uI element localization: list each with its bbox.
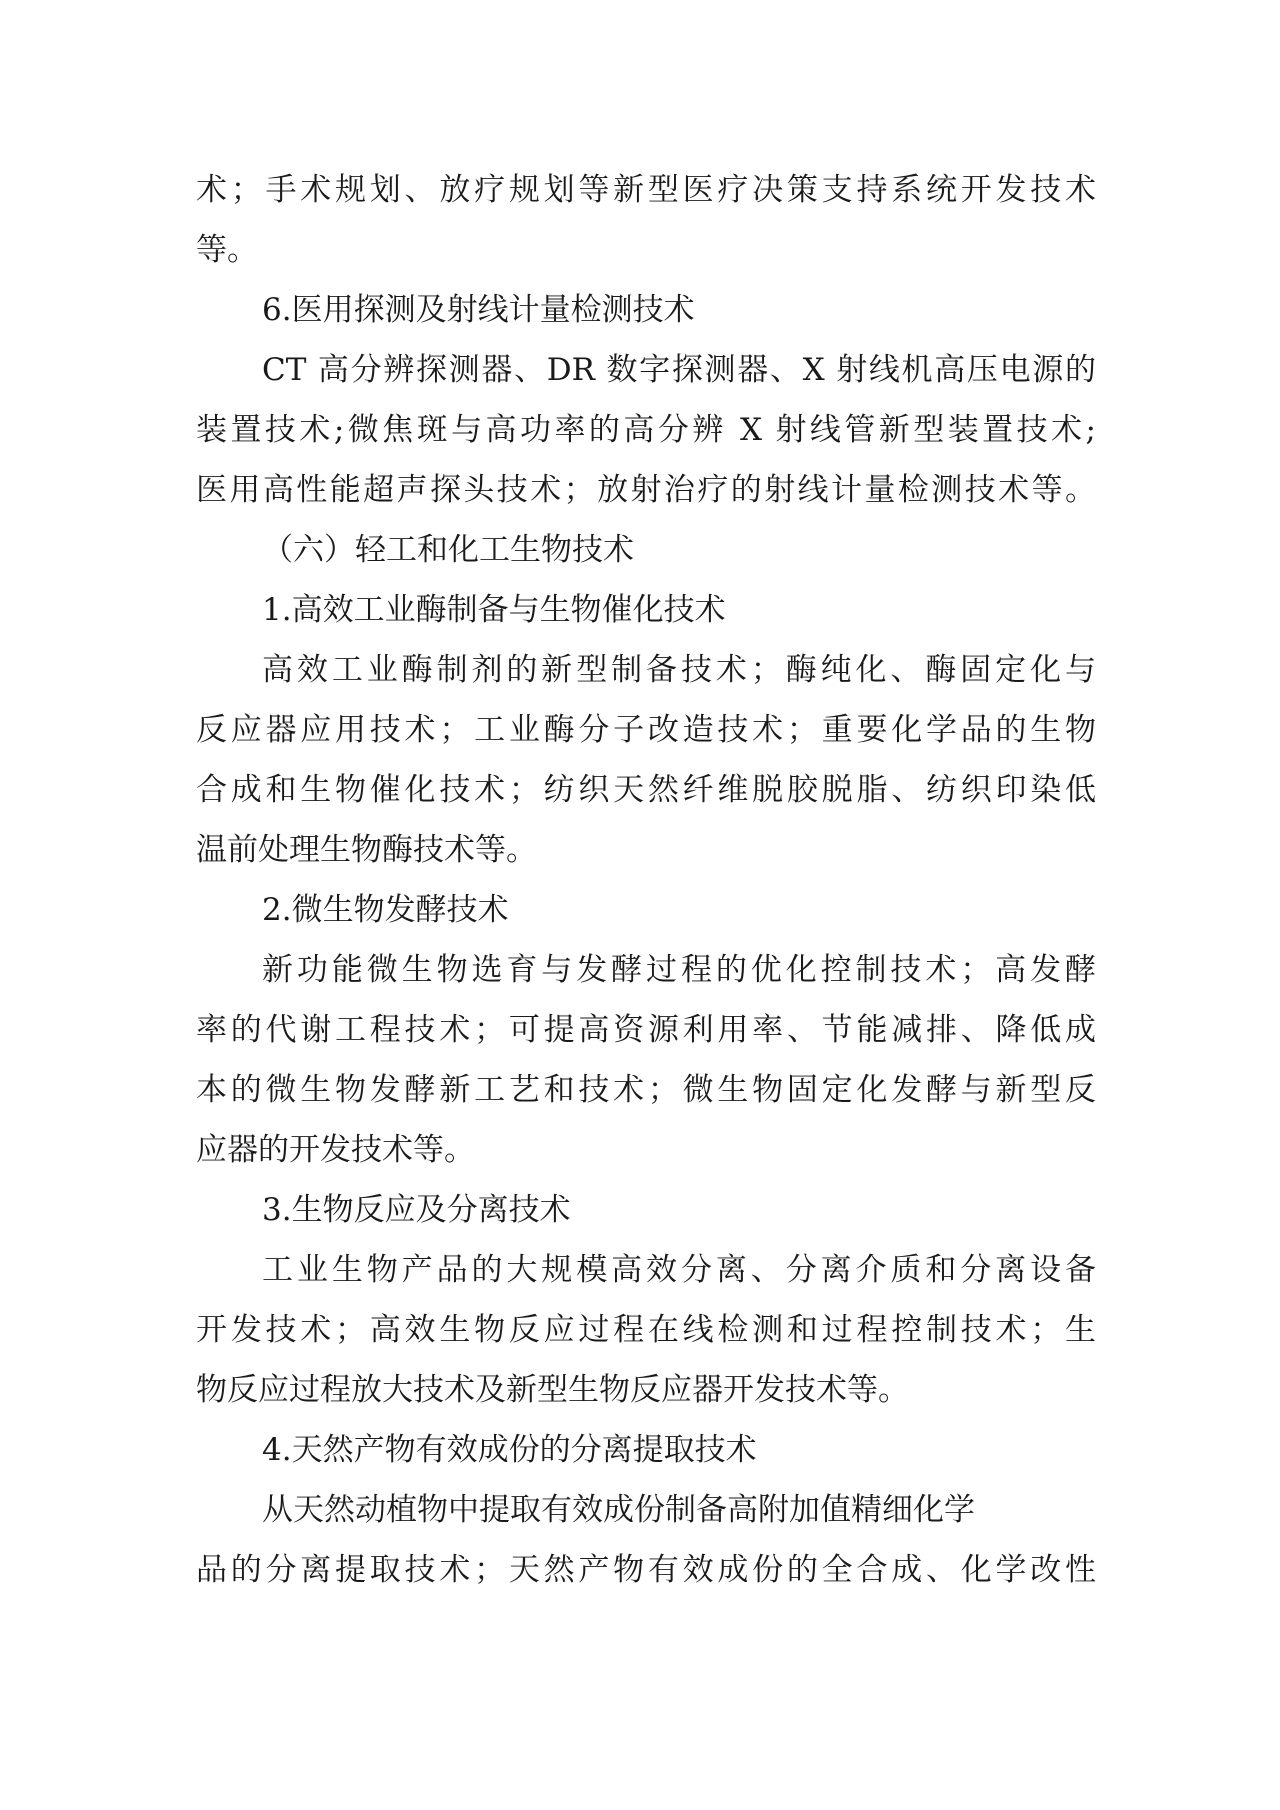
paragraph-line: 术；手术规划、放疗规划等新型医疗决策支持系统开发技术 — [196, 172, 1096, 208]
paragraph-line: 本的微生物发酵新工艺和技术；微生物固定化发酵与新型反 — [196, 1072, 1096, 1108]
paragraph-line: 开发技术；高效生物反应过程在线检测和过程控制技术；生 — [196, 1312, 1096, 1348]
paragraph-line: 物反应过程放大技术及新型生物反应器开发技术等。 — [196, 1372, 909, 1408]
paragraph-line: 率的代谢工程技术；可提高资源利用率、节能减排、降低成 — [196, 1012, 1096, 1048]
section-heading: （六）轻工和化工生物技术 — [262, 532, 634, 568]
section-heading: 2.微生物发酵技术 — [262, 892, 509, 928]
paragraph-line: 医用高性能超声探头技术；放射治疗的射线计量检测技术等。 — [196, 472, 1096, 508]
paragraph-line: 高效工业酶制剂的新型制备技术；酶纯化、酶固定化与 — [262, 652, 1096, 688]
section-heading: 4.天然产物有效成份的分离提取技术 — [262, 1432, 757, 1468]
paragraph-line: 反应器应用技术；工业酶分子改造技术；重要化学品的生物 — [196, 712, 1096, 748]
paragraph-line: 合成和生物催化技术；纺织天然纤维脱胶脱脂、纺织印染低 — [196, 772, 1096, 808]
section-heading: 3.生物反应及分离技术 — [262, 1192, 571, 1228]
paragraph-line: 装置技术;微焦斑与高功率的高分辨 X 射线管新型装置技术; — [196, 412, 1096, 448]
section-heading: 6.医用探测及射线计量检测技术 — [262, 292, 695, 328]
paragraph-line: 品的分离提取技术；天然产物有效成份的全合成、化学改性 — [196, 1552, 1096, 1588]
section-heading: 1.高效工业酶制备与生物催化技术 — [262, 592, 726, 628]
paragraph-line: 工业生物产品的大规模高效分离、分离介质和分离设备 — [262, 1252, 1096, 1288]
paragraph-line: 温前处理生物酶技术等。 — [196, 832, 537, 868]
paragraph-line: CT 高分辨探测器、DR 数字探测器、X 射线机高压电源的 — [262, 352, 1096, 388]
paragraph-line: 等。 — [196, 232, 258, 268]
paragraph-line: 新功能微生物选育与发酵过程的优化控制技术；高发酵 — [262, 952, 1096, 988]
paragraph-line: 从天然动植物中提取有效成份制备高附加值精细化学 — [262, 1492, 975, 1528]
paragraph-line: 应器的开发技术等。 — [196, 1132, 475, 1168]
